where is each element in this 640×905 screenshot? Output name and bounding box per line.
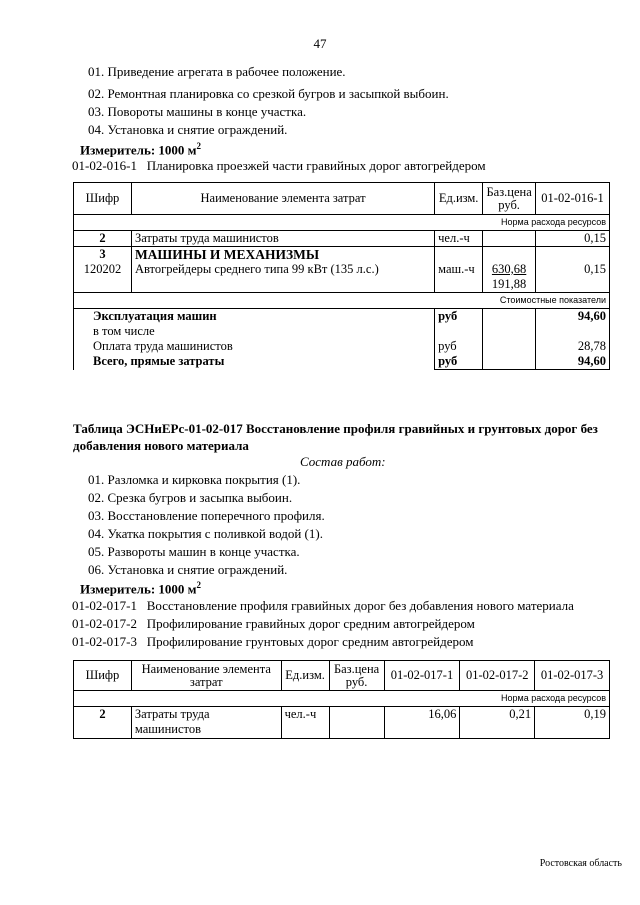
code-line: 01-02-017-2 Профилирование гравийных дорог средним автогрейдером <box>72 616 475 631</box>
header-code: Шифр <box>74 661 132 691</box>
table-row: 2 Затраты труда машинистов чел.-ч 0,15 <box>74 231 610 247</box>
header-price: Баз.цена руб. <box>329 661 384 691</box>
resource-table-2 <box>73 660 610 739</box>
meter-label: Измеритель: 1000 $м^2$ <box>80 141 202 158</box>
header-name: Наименование элемента затрат <box>131 661 281 691</box>
header-col-1: 01-02-017-1 <box>384 661 460 691</box>
header-price: Баз.цена руб. <box>483 183 536 215</box>
header-unit: Ед.изм. <box>435 183 483 215</box>
work-item: 06. Установка и снятие ограждений. <box>88 562 288 577</box>
work-item: 05. Развороты машин в конце участка. <box>88 544 300 559</box>
norm-label: Норма расхода ресурсов <box>74 691 610 707</box>
cost-label: Стоимостные показатели <box>74 293 610 309</box>
footer-region: Ростовская область <box>539 858 622 869</box>
code-line: 01-02-017-1 Восстановление профиля гравийных дорог без добавления нового материала <box>72 598 574 613</box>
resource-table-1 <box>73 182 610 370</box>
work-item: 01. Приведение агрегата в рабочее положение. <box>88 64 346 79</box>
code-line: 01-02-017-3 Профилирование грунтовых дорог средним автогрейдером <box>72 634 474 649</box>
work-item: 02. Ремонтная планировка со срезкой бугров и засыпкой выбоин. <box>88 86 449 101</box>
work-item: 04. Установка и снятие ограждений. <box>88 122 288 137</box>
table-row: 3 120202 МАШИНЫ И МЕХАНИЗМЫ Автогрейдеры среднего типа 99 кВт (135 л.с.) маш.-ч 630,68 191,88 0,15 <box>74 247 610 293</box>
header-code: Шифр <box>74 183 132 215</box>
code-line: 01-02-016-1 Планировка проезжей части гравийных дорог автогрейдером <box>72 158 486 173</box>
work-item: 03. Восстановление поперечного профиля. <box>88 508 325 523</box>
page-number: 47 <box>313 36 327 51</box>
composition-title: Состав работ: <box>300 454 386 469</box>
header-unit: Ед.изм. <box>281 661 329 691</box>
work-item: 02. Срезка бугров и засыпка выбоин. <box>88 490 293 505</box>
header-col: 01-02-016-1 <box>536 183 610 215</box>
header-col-3: 01-02-017-3 <box>535 661 610 691</box>
work-item: 01. Разломка и кирковка покрытия (1). <box>88 472 301 487</box>
work-item: 03. Повороты машины в конце участка. <box>88 104 307 119</box>
header-col-2: 01-02-017-2 <box>460 661 535 691</box>
header-name: Наименование элемента затрат <box>131 183 434 215</box>
meter-label: Измеритель: 1000 $м^2$ <box>80 580 202 597</box>
table-row: Эксплуатация машин в том числе Оплата труда машинистов Всего, прямые затраты руб руб руб 94,60 28,78 94,60 <box>74 309 610 370</box>
table-title: Таблица ЭСНиЕРс-01-02-017 Восстановление профиля гравийных и грунтовых дорог без добавления нового материала <box>73 421 598 453</box>
table-row: 2 Затраты труда машинистов чел.-ч 16,06 0,21 0,19 <box>74 707 610 739</box>
work-item: 04. Укатка покрытия с поливкой водой (1). <box>88 526 323 541</box>
norm-label: Норма расхода ресурсов <box>74 215 610 231</box>
